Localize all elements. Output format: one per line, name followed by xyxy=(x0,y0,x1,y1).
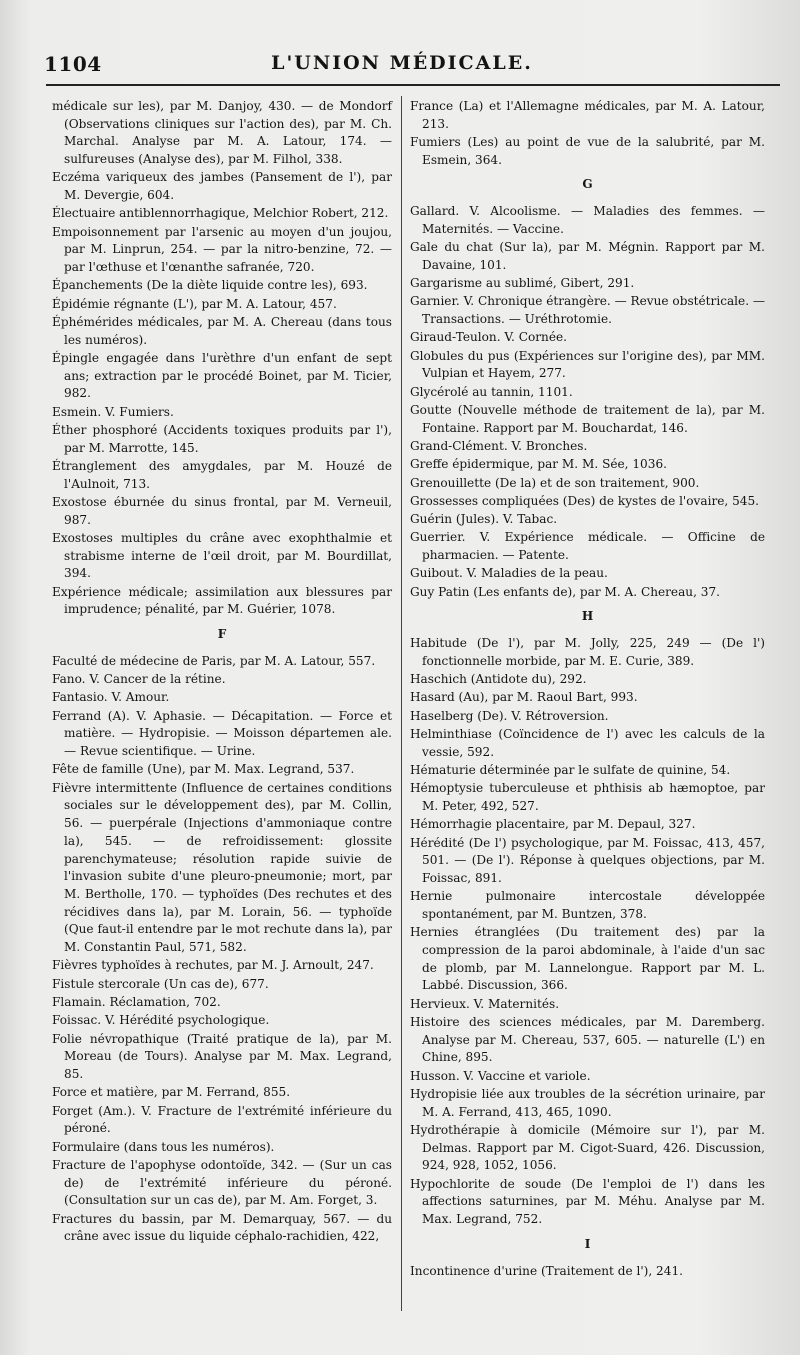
index-entry: Helminthiase (Coïncidence de l') avec les calculs de la vessie, 592. xyxy=(410,727,765,759)
index-entry: Histoire des sciences médicales, par M. Daremberg. Analyse par M. Chereau, 537, 605. — naturelle (L') en Chine, 895. xyxy=(410,1015,765,1065)
index-entry: Fièvres typhoïdes à rechutes, par M. J. Arnoult, 247. xyxy=(52,958,374,973)
index-entry: Hémoptysie tuberculeuse et phthisis ab hæmoptoe, par M. Peter, 492, 527. xyxy=(410,781,765,814)
index-entry: Hydropisie liée aux troubles de la sécrétion urinaire, par M. A. Ferrand, 413, 465, 1090. xyxy=(410,1087,765,1119)
index-entry: Éphémérides médicales, par M. A. Chereau (dans tous les numéros). xyxy=(52,315,392,347)
page-number: 1104 xyxy=(44,52,102,76)
index-entry: Formulaire (dans tous les numéros). xyxy=(52,1139,275,1154)
index-entry: Guerrier. V. Expérience médicale. — Officine de pharmacien. — Patente. xyxy=(410,530,765,563)
index-entry: Guy Patin (Les enfants de), par M. A. Chereau, 37. xyxy=(410,584,721,599)
index-entry: Goutte (Nouvelle méthode de traitement de la), par M. Fontaine. Rapport par M. Bouchardat, 146. xyxy=(410,403,765,435)
running-title: L'UNION MÉDICALE. xyxy=(271,52,533,74)
index-entry: Eczéma variqueux des jambes (Pansement de l'), par M. Devergie, 604. xyxy=(52,170,392,203)
index-entry: Hypochlorite de soude (De l'emploi de l') dans les affections saturnines, par M. Méhu. Analyse par M. Max. Legrand, 752. xyxy=(410,1176,765,1227)
index-entry: Grenouillette (De la) et de son traitement, 900. xyxy=(410,475,700,490)
index-entry: Grossesses compliquées (Des) de kystes de l'ovaire, 545. xyxy=(410,493,760,508)
index-entry: Épingle engagée dans l'urèthre d'un enfant de sept ans; extraction par le procédé Boinet, par M. Ticier, 982. xyxy=(52,351,392,401)
index-entry: Éther phosphoré (Accidents toxiques produits par l'), par M. Marrotte, 145. xyxy=(52,423,392,455)
index-entry: Fumiers (Les) au point de vue de la salubrité, par M. Esmein, 364. xyxy=(410,135,765,167)
index-entry: Fête de famille (Une), par M. Max. Legrand, 537. xyxy=(52,762,355,777)
index-entry: Folie névropathique (Traité pratique de la), par M. Moreau (de Tours). Analyse par M. Max. Legrand, 85. xyxy=(52,1031,392,1081)
index-entry: Hémorrhagie placentaire, par M. Depaul, 327. xyxy=(410,817,696,832)
index-entry: Gale du chat (Sur la), par M. Mégnin. Rapport par M. Davaine, 101. xyxy=(410,240,765,272)
index-entry: Fistule stercorale (Un cas de), 677. xyxy=(52,976,269,991)
left-column xyxy=(52,98,392,1247)
index-entry: Hernies étranglées (Du traitement des) par la compression de la paroi abdominale, à l'aide d'un sac de plomb, par M. Lannelongue. Rapport par M. L. Labbé. Discussion, 366. xyxy=(410,925,765,993)
section-letter: I xyxy=(584,1236,591,1251)
index-entry: Haschich (Antidote du), 292. xyxy=(410,672,587,687)
index-entry: Habitude (De l'), par M. Jolly, 225, 249 — (De l') fonctionnelle morbide, par M. E. Curie, 389. xyxy=(410,636,765,668)
section-letter: F xyxy=(217,627,227,642)
index-entry: Incontinence d'urine (Traitement de l'), 241. xyxy=(410,1263,683,1278)
index-entry: Flamain. Réclamation, 702. xyxy=(52,994,221,1009)
index-entry: Force et matière, par M. Ferrand, 855. xyxy=(52,1085,291,1100)
index-entry: Empoisonnement par l'arsenic au moyen d'un joujou, par M. Linprun, 254. — par la nitro-benzine, 72. — par l'œthuse et l'œnanthe safranée, 720. xyxy=(52,224,392,275)
column-divider xyxy=(401,96,402,1311)
index-entry: Fano. V. Cancer de la rétine. xyxy=(52,672,226,687)
index-entry: Électuaire antiblennorrhagique, Melchior Robert, 212. xyxy=(52,206,389,221)
index-entry: Exostose éburnée du sinus frontal, par M. Verneuil, 987. xyxy=(52,495,392,527)
index-entry: Husson. V. Vaccine et variole. xyxy=(410,1068,591,1083)
index-entry: Hervieux. V. Maternités. xyxy=(410,996,560,1011)
index-entry: Ferrand (A). V. Aphasie. — Décapitation. — Force et matière. — Hydropisie. — Moisson départemen ale. — Revue scientifique. — Urine. xyxy=(52,708,392,759)
index-entry: Exostoses multiples du crâne avec exophthalmie et strabisme interne de l'œil droit, par M. Bourdillat, 394. xyxy=(52,531,392,581)
index-entry: Expérience médicale; assimilation aux blessures par imprudence; pénalité, par M. Guérier, 1078. xyxy=(52,584,392,617)
index-entry: Garnier. V. Chronique étrangère. — Revue obstétricale. — Transactions. — Uréthrotomie. xyxy=(410,294,765,327)
index-entry: Hydrothérapie à domicile (Mémoire sur l'), par M. Delmas. Rapport par M. Cigot-Suard, 426. Discussion, 924, 928, 1052, 1056. xyxy=(410,1123,765,1173)
index-entry: Fantasio. V. Amour. xyxy=(52,690,170,705)
index-entry: Esmein. V. Fumiers. xyxy=(52,404,174,419)
index-entry: Gallard. V. Alcoolisme. — Maladies des femmes. — Maternités. — Vaccine. xyxy=(410,204,765,236)
index-entry: Glycérolé au tannin, 1101. xyxy=(410,384,573,399)
index-entry: Étranglement des amygdales, par M. Houzé de l'Aulnoit, 713. xyxy=(52,459,392,491)
index-entry: Fracture de l'apophyse odontoïde, 342. — (Sur un cas de) de l'extrémité inférieure du péroné. (Consultation sur un cas de), par M. Am. Forget, 3. xyxy=(52,1157,392,1208)
index-entry: Faculté de médecine de Paris, par M. A. Latour, 557. xyxy=(52,653,376,668)
index-entry: Hématurie déterminée par le sulfate de quinine, 54. xyxy=(410,763,731,778)
index-entry: Guérin (Jules). V. Tabac. xyxy=(410,512,558,527)
index-entry: Fractures du bassin, par M. Demarquay, 567. — du crâne avec issue du liquide céphalo-rachidien, 422, xyxy=(52,1211,392,1244)
index-entry: Grand-Clément. V. Bronches. xyxy=(410,439,588,453)
index-entry: Épidémie régnante (L'), par M. A. Latour, 457. xyxy=(52,296,337,311)
index-entry: Hérédité (De l') psychologique, par M. Foissac, 413, 457, 501. — (De l'). Réponse à quelques objections, par M. Foissac, 891. xyxy=(410,835,765,886)
index-entry: Globules du pus (Expériences sur l'origine des), par MM. Vulpian et Hayem, 277. xyxy=(410,348,765,381)
index-entry: Épanchements (De la diète liquide contre les), 693. xyxy=(52,278,368,293)
section-letter: G xyxy=(582,177,593,192)
index-entry: Foissac. V. Hérédité psychologique. xyxy=(52,1013,270,1028)
index-entry: Hasard (Au), par M. Raoul Bart, 993. xyxy=(410,690,638,705)
index-entry: Guibout. V. Maladies de la peau. xyxy=(410,566,608,581)
index-entry: Haselberg (De). V. Rétroversion. xyxy=(410,708,609,723)
page-header xyxy=(44,52,760,82)
header-rule xyxy=(46,84,780,86)
index-entry: Greffe épidermique, par M. M. Sée, 1036. xyxy=(410,457,667,472)
index-entry: Hernie pulmonaire intercostale développée spontanément, par M. Buntzen, 378. xyxy=(410,889,765,922)
section-letter: H xyxy=(581,609,594,624)
index-entry: médicale sur les), par M. Danjoy, 430. — de Mondorf (Observations cliniques sur l'action des), par M. Ch. Marchal. Analyse par M. A. Latour, 174. — sulfureuses (Analyse des), par M. Filhol, 338. xyxy=(52,99,392,167)
index-entry: Gargarisme au sublimé, Gibert, 291. xyxy=(410,276,635,291)
index-entry: France (La) et l'Allemagne médicales, par M. A. Latour, 213. xyxy=(410,99,765,131)
index-entry: Forget (Am.). V. Fracture de l'extrémité inférieure du péroné. xyxy=(52,1103,392,1136)
index-entry: Fièvre intermittente (Influence de certaines conditions sociales sur le développement des), par M. Collin, 56. — puerpérale (Injections d'ammoniaque contre la), 545. — de refroidissement: glossite parenchymateuse; résolution rapide suivie de l'invasion subite d'une pleuro-pneumonie; mort, par M. Bertholle, 170. — typhoïdes (Des rechutes et des récidives dans la), par M. Lorain, 56. — typhoïde (Que faut-il entendre par le mot rechute dans la), par M. Constantin Paul, 571, 582. xyxy=(52,780,392,955)
right-column xyxy=(410,98,765,1281)
index-entry: Giraud-Teulon. V. Cornée. xyxy=(410,330,567,345)
